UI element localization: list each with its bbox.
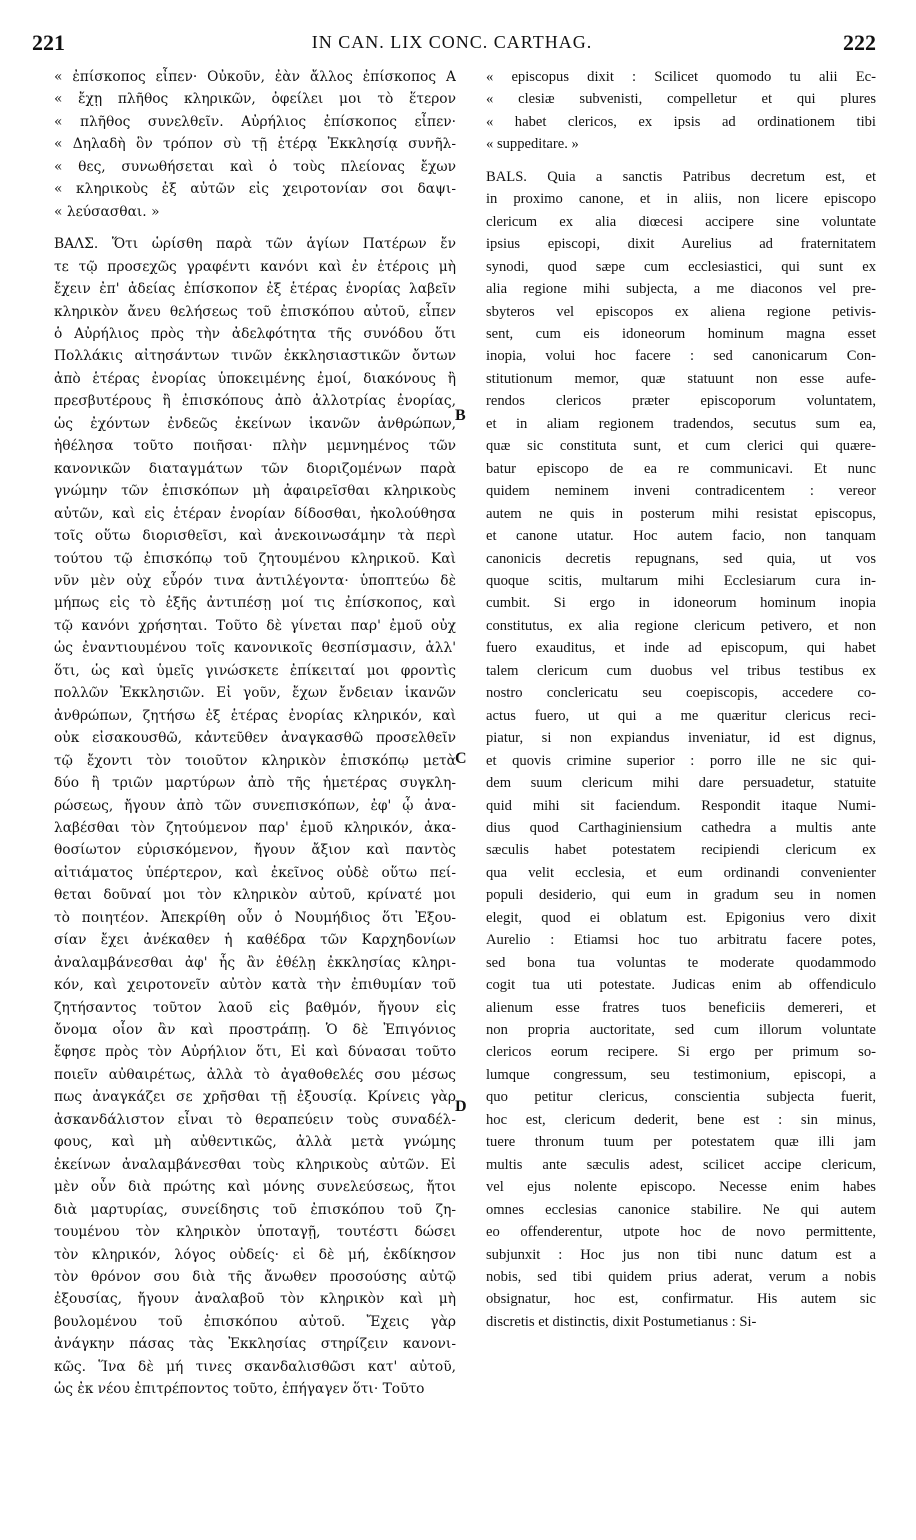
greek-comment-line: βουλομένου τοῦ ἐπισκόπου αὐτοῦ. Ἔχεις γὰρ [54, 1313, 456, 1330]
latin-comment-line: canonicis decretis repugnans, sed quia, ut vos [486, 550, 876, 567]
latin-comment-line: piatur, si non expiandus inveniatur, id est dignus, [486, 730, 876, 747]
latin-comment-line: populi desiderio, qui eum in gradum seu in nomen [486, 887, 876, 904]
greek-comment-line: ἔχειν ἐπ' ἀδείας ἐπίσκοπον ἐξ ἑτέρας ἐνορίας λαβεῖν [54, 281, 456, 298]
greek-comment-line: τε τῷ προσεχῶς γραφέντι κανόνι καὶ ἐν ἑτέροις μὴ [54, 258, 456, 275]
latin-comment-line: cogit tua uti potestate. Judicas enim ab offendiculo [486, 977, 876, 994]
latin-comment-line: stitutionum memor, quæ statuunt non esse aufe- [486, 370, 876, 387]
greek-comment-line: μήπως εἰς τὸ ἑξῆς ἀντιπέσῃ μοί τις ἐπίσκοπος, καὶ [54, 595, 456, 612]
latin-comment-line: sæculis habet potestatem recipiendi clericum ex [486, 842, 876, 859]
greek-quote-line: « λεύσασθαι. » [54, 203, 160, 220]
latin-comment-line: sent, cum eis idoneorum hominum magna esset [486, 325, 876, 342]
greek-comment-line: τὸ ποιητέον. Ἀπεκρίθη οὖν ὁ Νουμήδιος ὅτι Ἐξου- [54, 909, 456, 926]
latin-comment-line: tuere thronum tuum per potestatem quæ illi jam [486, 1134, 876, 1151]
paragraph-gap [486, 156, 876, 166]
latin-comment-line: non propria auctoritate, sed cum illorum voluntate [486, 1022, 876, 1039]
page-header [28, 30, 876, 60]
greek-comment-line: τῷ ἔχοντι τὸν τοιοῦτον κληρικὸν ἐπισκόπῳ μετὰ [54, 752, 456, 769]
latin-comment-line: et canone utatur. Hoc autem facio, non tanquam [486, 528, 876, 545]
latin-comment-line: autem ne quis in posterum mihi resistat episcopus, [486, 505, 876, 522]
greek-comment-line: ὡς ἐκ νέου ἐπιτρέποντος τοῦτο, ἐπήγαγεν ὅτι· Τοῦτο [54, 1381, 425, 1398]
greek-comment-line: οὐκ εἰσακουσθῶ, κἀντεῦθεν ἀναγκασθῶ προσελθεῖν [54, 730, 456, 747]
greek-comment-line: νῦν μὲν οὐχ εὗρόν τινα ἀντιλέγοντα· ὑποπτεύω δὲ [54, 572, 456, 589]
latin-comment-line: quoque scitis, multarum mihi Ecclesiarum cura in- [486, 572, 876, 589]
latin-comment-line: obsignatur, hoc est, confirmatur. His autem sic [486, 1291, 876, 1308]
latin-comment-line: nostro conclericatu seu coepiscopis, accedere co- [486, 685, 876, 702]
latin-comment-line: discretis et distinctis, dixit Postumetianus : Si- [486, 1313, 757, 1330]
latin-comment-line: nobis, sed tibi quidem prius aderat, verum a nobis [486, 1269, 876, 1286]
greek-comment-line: ὡς ἐναντιουμένου τοῖς κανονικοῖς θεσπίσμασιν, ἀλλ' [54, 640, 456, 657]
margin-marker-b: B [455, 407, 466, 424]
latin-comment-line: in proximo canone, et in aliis, non licere episcopo [486, 191, 876, 208]
latin-comment-line: clericum ex alia diœcesi accipere sine voluntate [486, 213, 876, 230]
greek-comment-line: φους, καὶ μὴ αὐθεντικῶς, ἀλλὰ μετὰ γνώμης [54, 1134, 456, 1151]
greek-comment-line: ἐξουσίας, ἤγουν ἀναλαβοῦ τὸν κληρικὸν καὶ μὴ [54, 1291, 456, 1308]
greek-comment-line: κῶς. Ἵνα δὲ μή τινες σκανδαλισθῶσι κατ' αὐτοῦ, [54, 1358, 456, 1375]
greek-comment-line: ἀπὸ ἑτέρας ἐνορίας ὑποκειμένης ἐμοί, διακόνους ἢ [54, 370, 456, 387]
latin-quote-line: « clesiæ subvenisti, compelletur et qui plures [486, 91, 876, 108]
greek-comment-line: ὄνομα οἷον ἂν καὶ προστράπῃ. Ὁ δὲ Ἐπιγόνιος [54, 1022, 456, 1039]
latin-quote-line: « habet clericos, ex ipsis ad ordinationem tibi [486, 113, 876, 130]
greek-comment-line: ἀσκανδάλιστον εἶναι τὸ θεραπεύειν τοὺς συναδέλ- [54, 1111, 456, 1128]
greek-column [54, 66, 456, 1401]
greek-comment-line: πολλῶν Ἐκκλησιῶν. Εἰ γοῦν, ἔχων ἔνδειαν ἱκανῶν [54, 685, 456, 702]
greek-comment-line: πρεσβυτέρους ἢ ἐπισκόπους ἀπὸ ἀλλοτρίας ἐνορίας, [54, 393, 456, 410]
margin-marker-c: C [455, 750, 467, 767]
greek-comment-line: κανονικῶν διαταγμάτων τῶν διοριζομένων παρὰ [54, 460, 456, 477]
greek-comment-line: διὰ μαρτυρίας, συνείδησις τοῦ ἐπισκόπου τοῦ ζη- [54, 1201, 456, 1218]
latin-comment-line: actus fuero, ut qui a me quæritur clericus reci- [486, 707, 876, 724]
running-title: IN CAN. LIX CONC. CARTHAG. [311, 32, 593, 52]
latin-comment-line: subjunxit : Hoc jus non tibi nunc datum est a [486, 1246, 876, 1263]
latin-comment-line: constitutus, ex alia regione clericum petivero, et non [486, 617, 876, 634]
greek-quote-line: « πλῆθος συνελθεῖν. Αὐρήλιος ἐπίσκοπος εἶπεν· [54, 113, 456, 130]
greek-comment-line: πως ἀναγκάζει σε χρῆσθαι τῇ ἐξουσίᾳ. Κρίνεις γὰρ [54, 1089, 456, 1106]
greek-comment-line: ποιεῖν αὐθαιρέτως, ἀλλὰ τὸ ἀγαθοθελές σου μέσως [54, 1066, 456, 1083]
latin-comment-line: BALS. Quia a sanctis Patribus decretum est, et [486, 168, 876, 185]
greek-comment-line: τὸν θρόνον σου διὰ τῆς ἄνωθεν προσούσης αὐτῷ [54, 1269, 456, 1286]
page-number-right: 222 [843, 30, 876, 55]
greek-comment-line: ρώσεως, ἤγουν ἀπὸ τῶν συνεπισκόπων, ἐφ' ᾧ ἀνα- [54, 797, 456, 814]
latin-comment-line: dius quod Carthaginiensium cathedra a multis ante [486, 819, 876, 836]
latin-comment-line: vel ejus nolente episcopo. Necesse enim habes [486, 1179, 876, 1196]
greek-comment-line: ἠθέλησα τοῦτο ποιῆσαι· πλὴν μεμνημένος τῶν [54, 438, 456, 455]
greek-comment-line: Πολλάκις αἰτησάντων τινῶν ἐκκλησιαστικῶν ὄντων [54, 348, 456, 365]
greek-comment-line: ἐκείνων ἀναλαμβάνεσθαι τοὺς κληρικοὺς αὐτῶν. Εἰ [54, 1156, 456, 1173]
latin-comment-line: synodi, quod sæpe cum ecclesiastici, qui sunt ex [486, 258, 876, 275]
greek-comment-line: αὐτῶν, καὶ εἰς ἑτέραν ἐνορίαν δίδοσθαι, ἠκολούθησα [54, 505, 456, 522]
latin-comment-line: batur episcopo de ea re communicavi. Et nunc [486, 460, 876, 477]
greek-comment-line: τὸν κληρικόν, λόγος οὐδείς· εἰ δὲ μή, ἐκδίκησον [54, 1246, 456, 1263]
latin-comment-line: multis ante sæculis adest, scilicet accipe clericum, [486, 1156, 876, 1173]
greek-quote-line: « ἐπίσκοπος εἶπεν· Οὐκοῦν, ἐὰν ἄλλος ἐπίσκοπος Α [54, 69, 456, 85]
greek-comment-line: κληρικὸν ἄνευ θελήσεως τοῦ ἐπισκόπου αὐτοῦ, εἶπεν [54, 303, 456, 320]
greek-comment-line: τοῖς οὕτω διορισθεῖσι, καὶ ἀνεκοινωσάμην τὰ περὶ [54, 528, 456, 545]
greek-comment-line: θεται δοῦναί μοι τὸν κληρικὸν αὐτοῦ, κρίνατέ μοι [54, 887, 456, 904]
latin-comment-line: et quovis crimine superior : porro ille ne sic qui- [486, 752, 876, 769]
latin-comment-line: quid mihi sit faciendum. Respondit itaque Numi- [486, 797, 876, 814]
latin-comment-line: qua velit ecclesia, et eum ordinandi convenienter [486, 864, 876, 881]
greek-comment-line: τῷ κανόνι χρήσηται. Τοῦτο δὲ γίνεται παρ' ἐμοῦ οὐχ [54, 617, 456, 634]
latin-comment-line: lumque congressum, seu testimonium, episcopi, a [486, 1066, 876, 1083]
latin-comment-line: Aurelio : Etiamsi hoc tuo arbitratu facere potes, [486, 932, 876, 949]
greek-quote-line: « Δηλαδὴ ὃν τρόπον σὺ τῇ ἑτέρᾳ Ἐκκλησίᾳ συνῆλ- [54, 136, 456, 153]
margin-marker-d: D [455, 1098, 467, 1115]
latin-comment-line: sbyteros vel episcopos ex aliena regione petivis- [486, 303, 876, 320]
greek-comment-line: σίαν ἔχει ἀνέκαθεν ἡ καθέδρα τῶν Καρχηδονίων [54, 932, 456, 949]
greek-comment-line: τουμένου τὸν κληρικὸν ὑποταγῇ, τουτέστι δώσει [54, 1224, 456, 1241]
latin-comment-line: elegit, quod ei oblatum est. Epigonius vero dixit [486, 909, 876, 926]
latin-comment-line: dem suum clericum mihi dare persuadetur, statuite [486, 775, 876, 792]
latin-comment-line: ipsius episcopi, dixit Aurelius ad fraternitatem [486, 236, 876, 253]
greek-comment-line: δύο ἢ τριῶν μαρτύρων ἀπὸ τῆς ἡμετέρας συγκλη- [54, 775, 456, 792]
latin-comment-line: quo petitur clericus, conscientia subjecta fuerit, [486, 1089, 876, 1106]
greek-comment-line: λαβέσθαι τὸν ζητούμενον παρ' ἐμοῦ κληρικόν, ἀκα- [54, 819, 456, 836]
greek-comment-line: ἀναλαμβάνεσθαι ἀφ' ἧς ἂν ἐθέλῃ ἐκκλησίας κληρι- [54, 954, 456, 971]
latin-comment-line: et in aliam regionem tradendos, secutus sum ea, [486, 415, 876, 432]
latin-comment-line: clericos eorum recipere. Si ergo per primum so- [486, 1044, 876, 1061]
greek-comment-line: ΒΑΛΣ. Ὅτι ὡρίσθη παρὰ τῶν ἁγίων Πατέρων ἔν [54, 236, 456, 253]
latin-quote-line: « episcopus dixit : Scilicet quomodo tu alii Ec- [486, 69, 876, 85]
greek-comment-line: ἔφησε πρὸς τὸν Αὐρήλιον ὅτι, Εἰ καὶ δύνασαι τοῦτο [54, 1044, 456, 1061]
greek-comment-line: ὅτι, ὡς καὶ ὑμεῖς γινώσκετε ἐπίκειταί μοι φροντὶς [54, 662, 456, 679]
greek-comment-line: ἀνθρώπων, ζητήσω ἐξ ἑτέρας ἐνορίας κληρικόν, καὶ [54, 707, 456, 724]
greek-comment-line: ὁ Αὐρήλιος πρὸς τὴν ἀδελφότητα τῆς συνόδου ὅτι [54, 325, 456, 342]
greek-comment-line: ζητήσαντος τοῦτον λαοῦ εἰς βαθμόν, ἤγουν εἰς [54, 999, 456, 1016]
greek-comment-line: μὲν οὖν διὰ πρώτης καὶ μόνης συνελεύσεως, ἤτοι [54, 1179, 456, 1196]
greek-comment-line: κόν, καὶ χειροτονεῖν αὐτὸν κατὰ τὴν ἐπιθυμίαν τοῦ [54, 977, 456, 994]
latin-comment-line: alienum esse fratres tuos beneficiis demereri, et [486, 999, 876, 1016]
latin-comment-line: sed bona tua voluntas te moderate quodammodo [486, 954, 876, 971]
greek-quote-line: « θες, συνωθήσεται καὶ ὁ τοὺς πλείονας ἔχων [54, 158, 456, 175]
greek-comment-line: γνώμην τῶν ἐπισκόπων μὴ ἀφαιρεῖσθαι κληρικοὺς [54, 483, 456, 500]
greek-comment-line: ὡς ἐχόντων ἐνδεῶς ἐκείνων ἱκανῶν ἀνθρώπων, [54, 415, 456, 432]
latin-comment-line: hoc est, clericum dederit, bene est : sin minus, [486, 1111, 876, 1128]
latin-comment-line: cumbit. Si ergo in idoneorum hominum inopia [486, 595, 876, 612]
latin-comment-line: eo offenderentur, utpote hoc de novo permittente, [486, 1224, 876, 1241]
greek-comment-line: τούτου τῷ ἐπισκόπῳ τοῦ ζητουμένου κληρικοῦ. Καὶ [54, 550, 456, 567]
latin-comment-line: quidem neminem inveni contradicentem : vereor [486, 483, 876, 500]
latin-comment-line: inopia, volui hoc facere : sed canonicarum Con- [486, 348, 876, 365]
latin-comment-line: fuero exauditus, et inde ad episcopum, qui habet [486, 640, 876, 657]
latin-quote-line: « suppeditare. » [486, 136, 579, 153]
page-number-left: 221 [32, 30, 65, 55]
latin-comment-line: alia regione mihi subjecta, a me diaconos vel pre- [486, 281, 876, 298]
greek-comment-line: θοσίωτον εὑρισκόμενον, ἤγουν ἄξιον καὶ παντὸς [54, 842, 456, 859]
latin-column [486, 66, 876, 1333]
greek-quote-line: « ἔχῃ πλῆθος κληρικῶν, ὀφείλει μοι τὸ ἕτερον [54, 91, 456, 108]
latin-comment-line: quæ sic constituta sunt, et cum clerici qui quære- [486, 438, 876, 455]
latin-comment-line: talem clericum cum duobus vel tribus testibus ex [486, 662, 876, 679]
greek-comment-line: ἀνάγκην πάσας τὰς Ἐκκλησίας στηρίζειν κανονι- [54, 1336, 456, 1353]
latin-comment-line: omnes ecclesias canonice stabilire. Ne qui autem [486, 1201, 876, 1218]
paragraph-gap [54, 223, 456, 233]
latin-comment-line: rendos clericos præter episcoporum voluntatem, [486, 393, 876, 410]
greek-comment-line: αἰτιάματος ὑπέρτερον, καὶ ἐκεῖνος οὐδὲ οὕτω πεί- [54, 864, 456, 881]
greek-quote-line: « κληρικοὺς ἐξ αὐτῶν εἰς χειροτονίαν σοι δαψι- [54, 181, 456, 198]
